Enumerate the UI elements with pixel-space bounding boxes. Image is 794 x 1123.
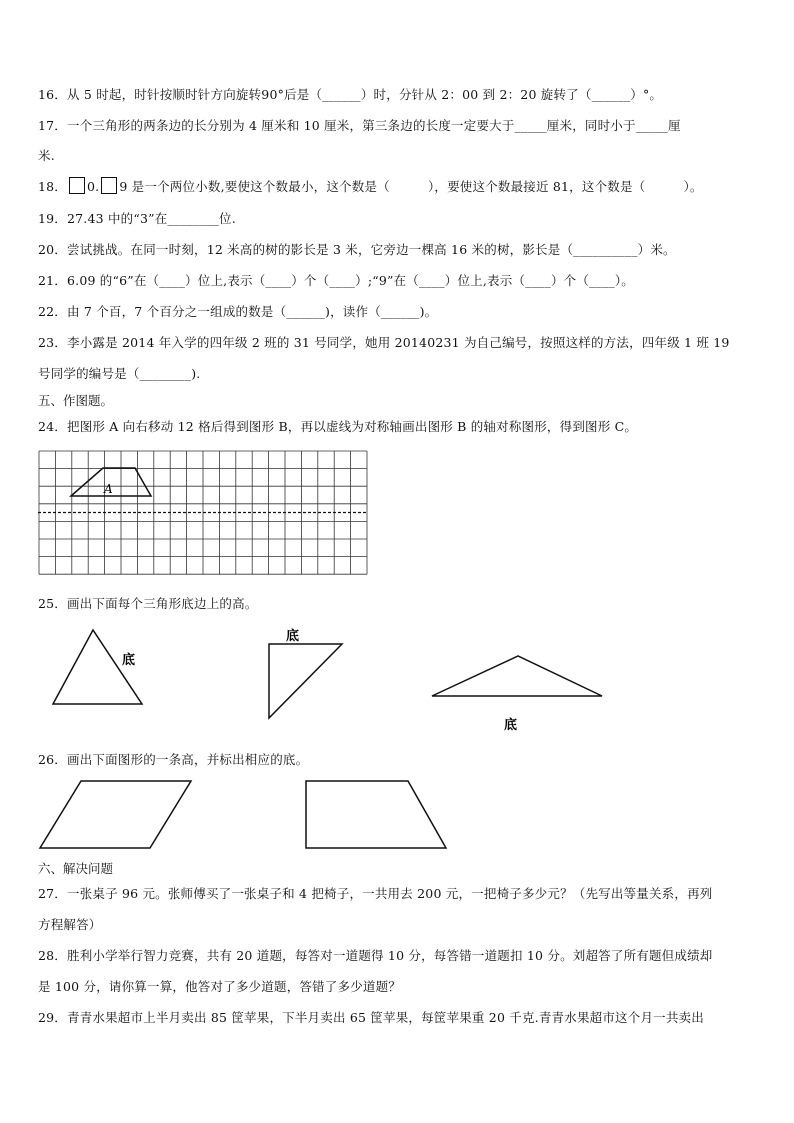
question-22: 22．由 7 个百，7 个百分之一组成的数是（______)，读作（______)。 xyxy=(38,304,438,319)
question-18-rest: 9 是一个两位小数,要使这个数最小，这个数是（ ），要使这个数最接近 81，这个数是（ ）。 xyxy=(119,179,703,194)
question-19: 19．27.43 中的“3”在________位. xyxy=(38,211,236,226)
triangle-acute-base-label: 底 xyxy=(122,653,136,668)
question-27-line1: 27．一张桌子 96 元。张师傅买了一张桌子和 4 把椅子，一共用去 200 元，一把椅子多少元？（先写出等量关系，再列 xyxy=(38,886,713,901)
blank-box-2[interactable] xyxy=(101,177,117,194)
triangle-obtuse-base-label: 底 xyxy=(504,718,518,733)
question-16: 16．从 5 时起，时针按顺时针方向旋转90°后是（______）时，分针从 2：00 到 2：20 旋转了（______）°。 xyxy=(38,87,663,102)
question-25: 25．画出下面每个三角形底边上的高。 xyxy=(38,596,258,611)
question-23-line1: 23．李小露是 2014 年入学的四年级 2 班的 31 号同学，她用 20140231 为自己编号，按照这样的方法，四年级 1 班 19 xyxy=(38,335,730,350)
triangle-obtuse xyxy=(432,656,602,696)
trapezoid xyxy=(306,781,446,848)
question-20: 20．尝试挑战。在同一时刻，12 米高的树的影长是 3 米，它旁边一棵高 16 米的树，影长是（__________）米。 xyxy=(38,242,676,257)
question-18 xyxy=(38,177,703,195)
question-17-line1: 17．一个三角形的两条边的长分别为 4 厘米和 10 厘米，第三条边的长度一定要大于_____厘米，同时小于_____厘 xyxy=(38,118,681,133)
quadrilateral-figures xyxy=(38,778,458,852)
triangle-right xyxy=(269,644,342,718)
question-28-line2: 是 100 分，请你算一算，他答对了多少道题，答错了多少道题？ xyxy=(38,979,402,994)
question-23-line2: 号同学的编号是（________). xyxy=(38,366,201,381)
question-18-mid: 0. xyxy=(87,179,100,194)
parallelogram xyxy=(40,781,191,848)
question-29: 29．青青水果超市上半月卖出 85 筐苹果，下半月卖出 65 筐苹果，每筐苹果重 20 千克.青青水果超市这个月一共卖出 xyxy=(38,1010,704,1025)
question-17-line2: 米. xyxy=(38,148,55,163)
triangle-figures xyxy=(38,622,618,740)
grid-figure xyxy=(38,450,368,577)
shape-a-label: A xyxy=(104,482,113,496)
question-21: 21．6.09 的“6”在（____）位上,表示（____）个（____）;“9”在（____）位上,表示（____）个（____）。 xyxy=(38,273,634,288)
blank-box-1[interactable] xyxy=(69,177,85,194)
question-28-line1: 28．胜利小学举行智力竞赛，共有 20 道题，每答对一道题得 10 分，每答错一道题扣 10 分。刘超答了所有题但成绩却 xyxy=(38,948,713,963)
question-27-line2: 方程解答） xyxy=(38,917,102,932)
section-5-heading: 五、作图题。 xyxy=(38,393,114,408)
section-6-heading: 六、解决问题 xyxy=(38,861,114,876)
triangle-right-base-label: 底 xyxy=(286,629,300,644)
question-24: 24．把图形 A 向右移动 12 格后得到图形 B，再以虚线为对称轴画出图形 B 的轴对称图形，得到图形 C。 xyxy=(38,419,638,434)
question-18-number: 18． xyxy=(38,179,68,194)
question-26: 26．画出下面图形的一条高，并标出相应的底。 xyxy=(38,752,309,767)
